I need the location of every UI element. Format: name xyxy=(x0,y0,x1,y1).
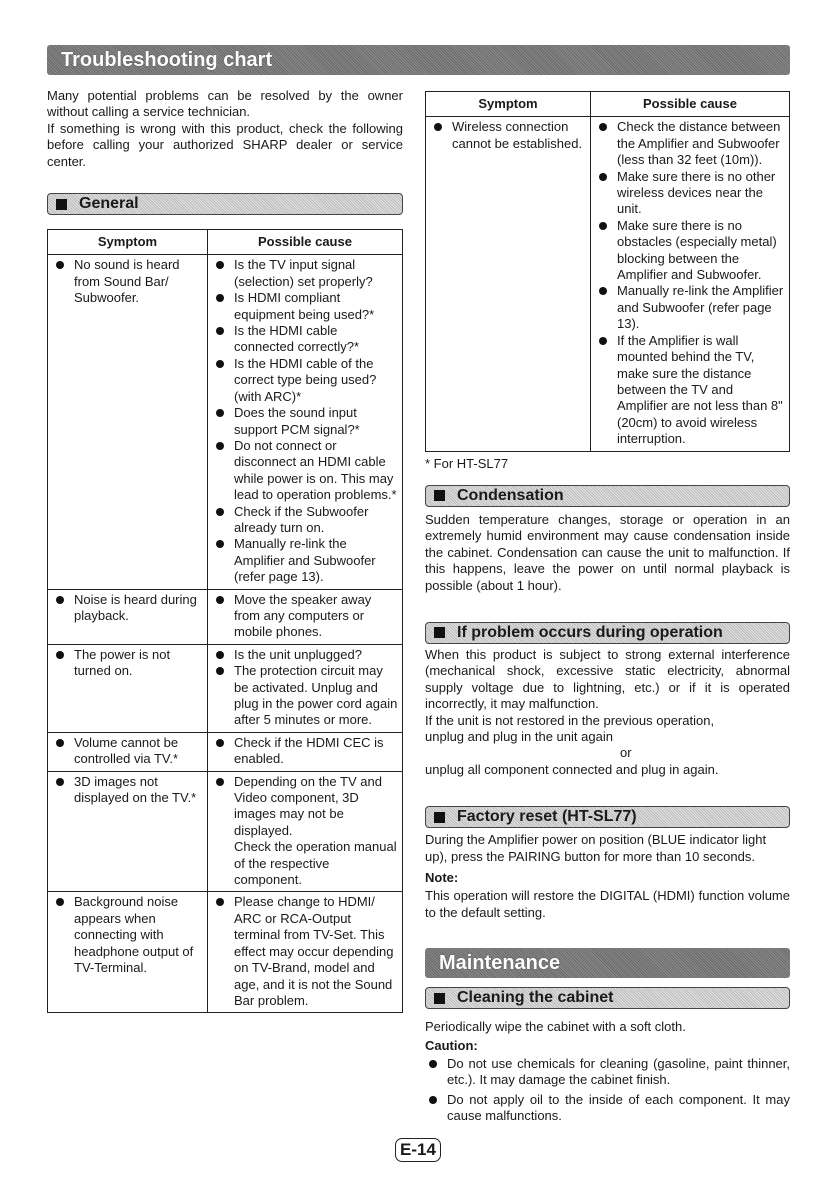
table-row xyxy=(48,892,403,1013)
square-bullet-icon xyxy=(434,490,445,501)
column-header: Symptom xyxy=(426,92,591,117)
page-number: E-14 xyxy=(395,1138,441,1162)
cause: Depending on the TV and Video component, 3D images may not be displayed. xyxy=(212,774,398,840)
cause: Manually re-link the Amplifier and Subwoofer (refer page 13). xyxy=(212,536,398,585)
cause: If the Amplifier is wall mounted behind the TV, make sure the distance between the TV and Amplifier are not less than 8" (20cm) to avoid wireless interruption. xyxy=(595,333,785,448)
condensation-text: Sudden temperature changes, storage or operation in an extremely humid environment may cause condensation inside the cabinet. Condensation can cause the unit to malfunction. If this happens, leave the power on until normal playback is possible (about 1 hour). xyxy=(425,511,790,593)
cause: Check if the Subwoofer already turn on. xyxy=(212,504,398,537)
footnote: * For HT-SL77 xyxy=(425,455,509,471)
page-title: Troubleshooting chart xyxy=(47,45,790,75)
cause: Manually re-link the Amplifier and Subwoofer (refer page 13). xyxy=(595,283,785,332)
table-row xyxy=(48,644,403,732)
section-heading-factory-reset xyxy=(425,806,790,828)
symptom: 3D images not displayed on the TV.* xyxy=(52,774,203,807)
table-row xyxy=(48,255,403,589)
note-label: Note: xyxy=(425,870,459,886)
square-bullet-icon xyxy=(434,812,445,823)
column-header: Possible cause xyxy=(208,230,403,255)
square-bullet-icon xyxy=(434,627,445,638)
table-row xyxy=(48,589,403,644)
square-bullet-icon xyxy=(56,199,67,210)
reset-text: During the Amplifier power on position (BLUE indicator light up), press the PAIRING button for more than 10 seconds. xyxy=(425,832,767,864)
table-row xyxy=(48,771,403,892)
intro-text: If something is wrong with this product, check the following before calling your authorized SHARP dealer or service center. xyxy=(47,120,403,169)
general-table xyxy=(47,229,403,1013)
symptom: No sound is heard from Sound Bar/ Subwoofer. xyxy=(52,257,203,306)
heading-label: Condensation xyxy=(457,486,564,504)
table-row xyxy=(426,117,790,451)
cause: Is the HDMI cable of the correct type being used? (with ARC)* xyxy=(212,356,398,405)
square-bullet-icon xyxy=(434,993,445,1004)
cause: Do not connect or disconnect an HDMI cable while power is on. This may lead to operation problems.* xyxy=(212,438,398,504)
table-row xyxy=(48,732,403,771)
symptom: The power is not turned on. xyxy=(52,647,203,680)
caution-item: Do not apply oil to the inside of each component. It may cause malfunctions. xyxy=(425,1092,790,1125)
cause: Is the HDMI cable connected correctly?* xyxy=(212,323,398,356)
cause: Make sure there is no other wireless devices near the unit. xyxy=(595,169,785,218)
heading-label: Cleaning the cabinet xyxy=(457,989,614,1007)
section-heading-cleaning xyxy=(425,987,790,1009)
symptom: Noise is heard during playback. xyxy=(52,592,203,625)
right-column xyxy=(425,91,790,1125)
cause: The protection circuit may be activated. Unplug and plug in the power cord again after 5 minutes or more. xyxy=(212,663,398,729)
section-heading-operation xyxy=(425,622,790,644)
heading-label: Factory reset (HT-SL77) xyxy=(457,808,637,826)
cleaning-text: Periodically wipe the cabinet with a soft cloth. xyxy=(425,1019,686,1035)
wireless-table xyxy=(425,91,790,452)
operation-text: If the unit is not restored in the previous operation, unplug and plug in the unit again xyxy=(425,712,715,744)
intro-text: Many potential problems can be resolved by the owner without calling a service technician. xyxy=(47,88,403,120)
maintenance-title: Maintenance xyxy=(425,948,790,978)
left-column xyxy=(47,88,403,1013)
operation-text: unplug all component connected and plug in again. xyxy=(425,761,719,777)
symptom: Background noise appears when connecting with headphone output of TV-Terminal. xyxy=(52,894,203,976)
cause: Check the distance between the Amplifier and Subwoofer (less than 32 feet (10m)). xyxy=(595,119,785,168)
cause: Is HDMI compliant equipment being used?* xyxy=(212,290,398,323)
cause: Does the sound input support PCM signal?* xyxy=(212,405,398,438)
column-header: Symptom xyxy=(48,230,208,255)
cause: Is the unit unplugged? xyxy=(212,647,398,663)
section-heading-general xyxy=(47,193,403,215)
operation-or: or xyxy=(620,745,632,761)
symptom: Wireless connection cannot be established. xyxy=(430,119,586,152)
caution-label: Caution: xyxy=(425,1037,478,1053)
operation-text: When this product is subject to strong external interference (mechanical shock, excessive static electricity, abnormal supply voltage due to lightning, etc.) or if it is operated incorrectly, it may malfunction. xyxy=(425,646,790,712)
heading-label: If problem occurs during operation xyxy=(457,623,723,641)
cause: Please change to HDMI/ ARC or RCA-Output terminal from TV-Set. This effect may occur depending on TV-Brand, model and age, and it is not the Sound Bar problem. xyxy=(212,894,398,1009)
cause: Make sure there is no obstacles (especially metal) blocking between the Amplifier and Subwoofer. xyxy=(595,218,785,284)
cause: Move the speaker away from any computers or mobile phones. xyxy=(212,592,398,641)
column-header: Possible cause xyxy=(591,92,790,117)
heading-label: General xyxy=(79,195,139,213)
symptom: Volume cannot be controlled via TV.* xyxy=(52,735,203,768)
cause: Check if the HDMI CEC is enabled. xyxy=(212,735,398,768)
cause-note: Check the operation manual of the respective component. xyxy=(234,839,397,888)
caution-item: Do not use chemicals for cleaning (gasoline, paint thinner, etc.). It may damage the cabinet finish. xyxy=(425,1056,790,1089)
cause: Is the TV input signal (selection) set properly? xyxy=(212,257,398,290)
section-heading-condensation xyxy=(425,485,790,507)
note-text: This operation will restore the DIGITAL (HDMI) function volume to the default setting. xyxy=(425,888,790,920)
